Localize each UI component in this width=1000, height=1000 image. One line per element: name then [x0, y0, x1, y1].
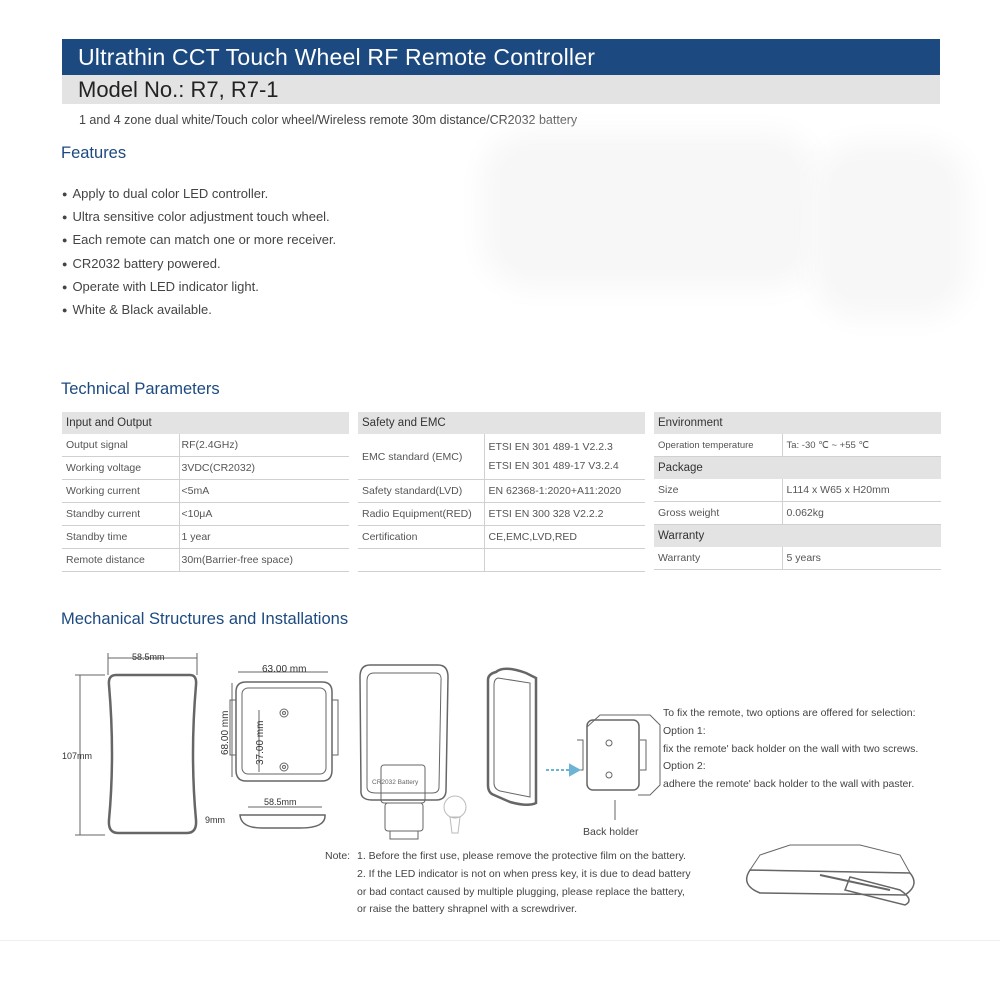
subtitle: 1 and 4 zone dual white/Touch color wheel/Wireless remote 30m distance/CR2032 battery: [79, 113, 578, 127]
table-row: EMC standard (EMC) ETSI EN 301 489-1 V2.2.3 ETSI EN 301 489-17 V3.2.4: [358, 434, 645, 480]
dimension-label: 68.00 mm: [220, 710, 231, 755]
io-header: Input and Output: [62, 412, 349, 434]
back-holder-label: Back holder: [583, 826, 639, 838]
features-list: [62, 183, 336, 322]
warranty-header: Warranty: [654, 525, 941, 548]
table-row: Working voltage 3VDC(CR2032): [62, 457, 349, 480]
dimension-label: 58.5mm: [132, 652, 165, 662]
feature-item: ● CR2032 battery powered.: [62, 253, 336, 276]
feature-item: ● Operate with LED indicator light.: [62, 276, 336, 299]
mechanical-title: Mechanical Structures and Installations: [61, 610, 349, 628]
table-row: Working current <5mA: [62, 480, 349, 503]
feature-item: ● White & Black available.: [62, 299, 336, 322]
table-row: [358, 549, 645, 572]
table-row: Standby current <10μA: [62, 503, 349, 526]
table-row: Remote distance 30m(Barrier-free space): [62, 549, 349, 572]
table-row: Operation temperature Ta: -30 ℃ ~ +55 ℃: [654, 434, 941, 457]
remote-front-outline: [75, 653, 197, 835]
environment-table: [654, 412, 941, 570]
table-row: Gross weight 0.062kg: [654, 502, 941, 525]
dimension-label: 63.00 mm: [262, 664, 307, 675]
table-row: Size L114 x W65 x H20mm: [654, 479, 941, 502]
divider: [0, 940, 1000, 941]
page-title: Ultrathin CCT Touch Wheel RF Remote Controller: [78, 44, 596, 70]
screwdriver-diagram: [747, 845, 914, 905]
dimension-label: 37.00 mm: [255, 720, 266, 765]
table-row: Output signal RF(2.4GHz): [62, 434, 349, 457]
tech-title: Technical Parameters: [61, 380, 220, 398]
note-text: 1. Before the first use, please remove the protective film on the battery. 2. If the LED indicator is not on when press key, it is due to dead battery or bad contact caused by multiple plugging, please replace the battery, or raise the battery shrapnel with a screwdriver.: [357, 850, 691, 916]
features-title: Features: [61, 144, 127, 162]
table-row: Certification CE,EMC,LVD,RED: [358, 526, 645, 549]
safety-table: [358, 412, 645, 572]
back-holder-dimension-view: [230, 672, 338, 781]
table-row: Radio Equipment(RED) ETSI EN 300 328 V2.2.2: [358, 503, 645, 526]
feature-item: ● Ultra sensitive color adjustment touch wheel.: [62, 206, 336, 229]
remote-battery-view: [360, 665, 466, 839]
io-table: [62, 412, 349, 572]
arrow-icon: [546, 765, 579, 775]
feature-item: ● Each remote can match one or more receiver.: [62, 229, 336, 252]
table-row: Standby time 1 year: [62, 526, 349, 549]
table-row: Safety standard(LVD) EN 62368-1:2020+A11:2020: [358, 480, 645, 503]
remote-tilted-view: [488, 669, 536, 805]
title-bar: [62, 39, 940, 75]
model-number: Model No.: R7, R7-1: [78, 77, 279, 102]
fix-instructions: To fix the remote, two options are offered for selection: Option 1: fix the remote' back holder on the wall with two screws. Option 2: adhere the remote' back holder to the wall with paster.: [663, 707, 919, 791]
note-label: Note:: [325, 850, 351, 862]
remote-side-outline: [240, 807, 325, 828]
model-bar: [62, 75, 940, 104]
battery-label: CR2032 Battery: [372, 779, 419, 786]
product-image-blurred: [830, 160, 950, 300]
back-holder-drawing: [577, 715, 660, 795]
dimension-label: 9mm: [205, 815, 225, 825]
table-row: Warranty 5 years: [654, 547, 941, 570]
environment-header: Environment: [654, 412, 941, 434]
feature-item: ● Apply to dual color LED controller.: [62, 183, 336, 206]
package-header: Package: [654, 457, 941, 480]
product-image-blurred: [500, 150, 800, 270]
dimension-label: 58.5mm: [264, 797, 297, 807]
safety-header: Safety and EMC: [358, 412, 645, 434]
dimension-label: 107mm: [62, 751, 93, 761]
